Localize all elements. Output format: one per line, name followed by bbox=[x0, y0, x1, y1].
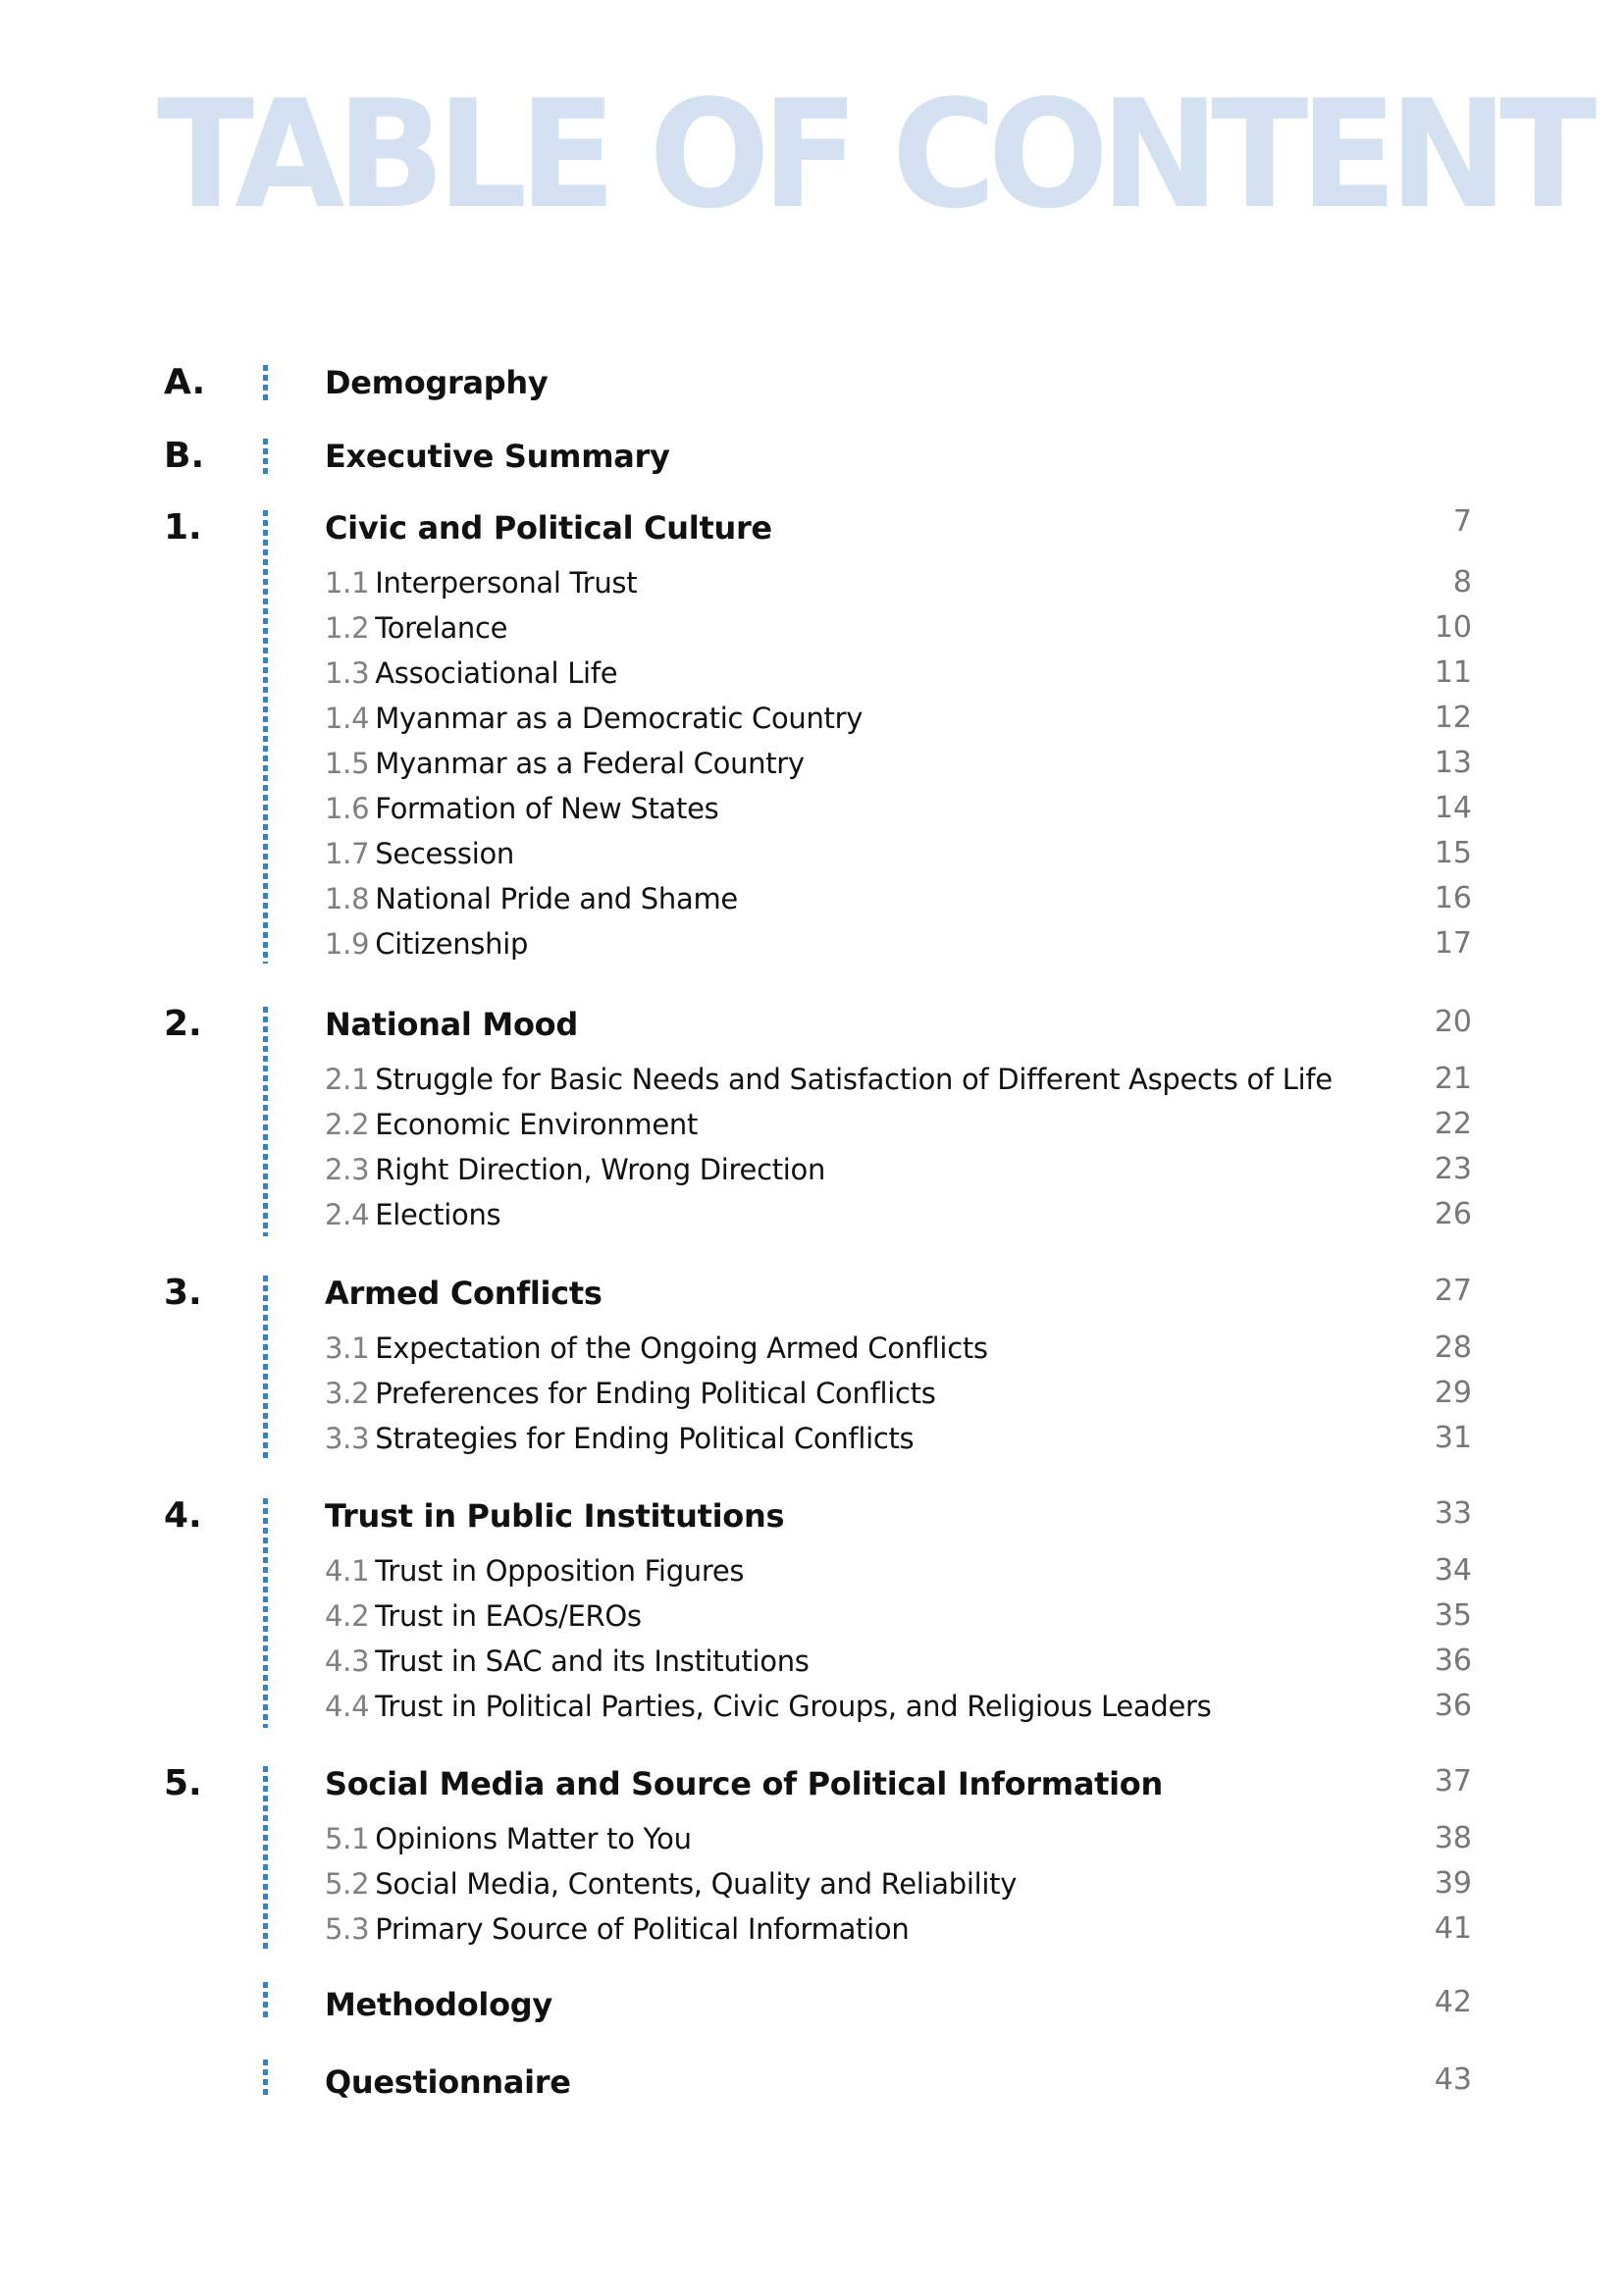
page-number: 26 bbox=[1434, 1197, 1472, 1231]
item-label: Trust in SAC and its Institutions bbox=[375, 1644, 810, 1678]
page-number: 16 bbox=[1434, 881, 1472, 915]
item-number: 4.3 bbox=[325, 1644, 370, 1678]
toc-item[interactable] bbox=[325, 1147, 825, 1192]
dotted-divider bbox=[263, 1766, 268, 1951]
toc-item[interactable] bbox=[325, 651, 617, 696]
page-number: 31 bbox=[1434, 1421, 1472, 1455]
page-number: 15 bbox=[1434, 836, 1472, 870]
section-title[interactable]: Executive Summary bbox=[325, 438, 670, 475]
item-label: Primary Source of Political Information bbox=[375, 1912, 910, 1946]
dotted-divider bbox=[263, 1007, 268, 1236]
dotted-divider bbox=[263, 1498, 268, 1728]
toc-item[interactable] bbox=[325, 1326, 988, 1371]
section-marker: 2. bbox=[164, 1004, 202, 1044]
section-title[interactable]: Armed Conflicts bbox=[325, 1275, 602, 1312]
item-number: 5.1 bbox=[325, 1822, 370, 1855]
item-label: Expectation of the Ongoing Armed Conflicts bbox=[375, 1331, 988, 1365]
item-label: Trust in Opposition Figures bbox=[375, 1554, 745, 1588]
toc-item[interactable] bbox=[325, 831, 514, 876]
section-title[interactable]: National Mood bbox=[325, 1006, 578, 1043]
section-marker: 4. bbox=[164, 1495, 202, 1536]
page-number: 37 bbox=[1434, 1764, 1472, 1799]
section-marker: B. bbox=[164, 436, 205, 476]
page-number: 8 bbox=[1452, 565, 1472, 600]
item-number: 2.1 bbox=[325, 1063, 370, 1096]
item-number: 2.3 bbox=[325, 1153, 370, 1186]
item-label: Struggle for Basic Needs and Satisfaction of Different Aspects of Life bbox=[375, 1063, 1333, 1096]
toc-item[interactable] bbox=[325, 1192, 500, 1237]
item-number: 4.1 bbox=[325, 1554, 370, 1588]
page-number: 10 bbox=[1434, 610, 1472, 645]
toc-item[interactable] bbox=[325, 1057, 1333, 1102]
section-marker: 5. bbox=[164, 1763, 202, 1803]
page-number: 35 bbox=[1434, 1598, 1472, 1633]
item-number: 4.4 bbox=[325, 1690, 370, 1723]
dotted-divider bbox=[263, 510, 268, 964]
toc-item[interactable] bbox=[325, 560, 637, 605]
dotted-divider bbox=[263, 1982, 268, 2019]
toc-item[interactable] bbox=[325, 1548, 744, 1593]
item-number: 1.2 bbox=[325, 611, 370, 645]
item-label: Citizenship bbox=[375, 927, 529, 961]
item-number: 1.4 bbox=[325, 702, 370, 735]
toc-item[interactable] bbox=[325, 1684, 1211, 1729]
page-number: 11 bbox=[1434, 655, 1472, 690]
item-number: 1.1 bbox=[325, 566, 370, 600]
item-label: Opinions Matter to You bbox=[375, 1822, 692, 1855]
dotted-divider bbox=[263, 439, 268, 474]
item-number: 1.5 bbox=[325, 747, 370, 780]
toc-item[interactable] bbox=[325, 1593, 642, 1639]
item-label: Secession bbox=[375, 837, 514, 870]
page-number: 13 bbox=[1434, 746, 1472, 780]
page-number: 36 bbox=[1434, 1689, 1472, 1723]
item-label: Social Media, Contents, Quality and Reliability bbox=[375, 1867, 1018, 1901]
item-label: Trust in Political Parties, Civic Groups, and Religious Leaders bbox=[375, 1690, 1212, 1723]
item-label: Torelance bbox=[375, 611, 508, 645]
item-number: 1.7 bbox=[325, 837, 370, 870]
item-label: Myanmar as a Federal Country bbox=[375, 747, 805, 780]
toc-item[interactable] bbox=[325, 741, 805, 786]
section-title[interactable]: Methodology bbox=[325, 1986, 552, 2023]
item-label: Interpersonal Trust bbox=[375, 566, 638, 600]
item-label: Formation of New States bbox=[375, 792, 719, 825]
page-number: 21 bbox=[1434, 1062, 1472, 1096]
page-number: 36 bbox=[1434, 1644, 1472, 1678]
toc-item[interactable] bbox=[325, 1371, 936, 1416]
page-number: 12 bbox=[1434, 701, 1472, 735]
toc-item[interactable] bbox=[325, 1906, 909, 1952]
toc-item[interactable] bbox=[325, 876, 738, 921]
item-number: 3.2 bbox=[325, 1377, 370, 1410]
item-label: Elections bbox=[375, 1198, 501, 1231]
toc-item[interactable] bbox=[325, 1416, 914, 1461]
page-number: 29 bbox=[1434, 1376, 1472, 1410]
toc-item[interactable] bbox=[325, 1816, 692, 1861]
item-number: 4.2 bbox=[325, 1599, 370, 1633]
toc-item[interactable] bbox=[325, 1639, 810, 1684]
section-title[interactable]: Social Media and Source of Political Information bbox=[325, 1765, 1163, 1802]
section-title[interactable]: Civic and Political Culture bbox=[325, 509, 772, 547]
item-label: Preferences for Ending Political Conflicts bbox=[375, 1377, 936, 1410]
item-number: 1.6 bbox=[325, 792, 370, 825]
dotted-divider bbox=[263, 365, 268, 400]
page-number: 38 bbox=[1434, 1821, 1472, 1855]
page-number: 17 bbox=[1434, 926, 1472, 961]
toc-item[interactable] bbox=[325, 786, 718, 831]
item-number: 5.3 bbox=[325, 1912, 370, 1946]
item-label: Economic Environment bbox=[375, 1108, 699, 1141]
page-number: 42 bbox=[1434, 1985, 1472, 2019]
section-marker: A. bbox=[164, 362, 206, 402]
item-label: Strategies for Ending Political Conflicts bbox=[375, 1422, 915, 1455]
toc-item[interactable] bbox=[325, 921, 528, 966]
page-number: 39 bbox=[1434, 1866, 1472, 1901]
item-number: 2.2 bbox=[325, 1108, 370, 1141]
page-number: 43 bbox=[1434, 2062, 1472, 2097]
page-number: 14 bbox=[1434, 791, 1472, 825]
page-number: 7 bbox=[1452, 504, 1472, 539]
page-number: 20 bbox=[1434, 1005, 1472, 1039]
toc-item[interactable] bbox=[325, 1861, 1017, 1906]
page-number: 34 bbox=[1434, 1553, 1472, 1588]
section-title[interactable]: Trust in Public Institutions bbox=[325, 1497, 785, 1535]
page-number: 22 bbox=[1434, 1107, 1472, 1141]
item-label: Myanmar as a Democratic Country bbox=[375, 702, 864, 735]
page-title: TABLE OF CONTENT bbox=[157, 68, 1589, 241]
item-number: 5.2 bbox=[325, 1867, 370, 1901]
page-number: 33 bbox=[1434, 1496, 1472, 1531]
item-label: National Pride and Shame bbox=[375, 882, 738, 915]
item-number: 3.1 bbox=[325, 1331, 370, 1365]
dotted-divider bbox=[263, 2060, 268, 2097]
item-number: 2.4 bbox=[325, 1198, 370, 1231]
page-number: 41 bbox=[1434, 1911, 1472, 1946]
page-number: 28 bbox=[1434, 1331, 1472, 1365]
section-marker: 1. bbox=[164, 507, 202, 548]
dotted-divider bbox=[263, 1276, 268, 1460]
item-number: 1.9 bbox=[325, 927, 370, 961]
toc-item[interactable] bbox=[325, 1102, 698, 1147]
page-number: 23 bbox=[1434, 1152, 1472, 1186]
section-marker: 3. bbox=[164, 1273, 202, 1313]
toc-item[interactable] bbox=[325, 696, 863, 741]
item-number: 3.3 bbox=[325, 1422, 370, 1455]
item-number: 1.8 bbox=[325, 882, 370, 915]
section-title[interactable]: Questionnaire bbox=[325, 2063, 571, 2101]
section-title[interactable]: Demography bbox=[325, 364, 549, 401]
toc-item[interactable] bbox=[325, 605, 507, 651]
item-label: Associational Life bbox=[375, 656, 618, 690]
item-label: Right Direction, Wrong Direction bbox=[375, 1153, 826, 1186]
page-number: 27 bbox=[1434, 1274, 1472, 1308]
item-number: 1.3 bbox=[325, 656, 370, 690]
item-label: Trust in EAOs/EROs bbox=[375, 1599, 642, 1633]
